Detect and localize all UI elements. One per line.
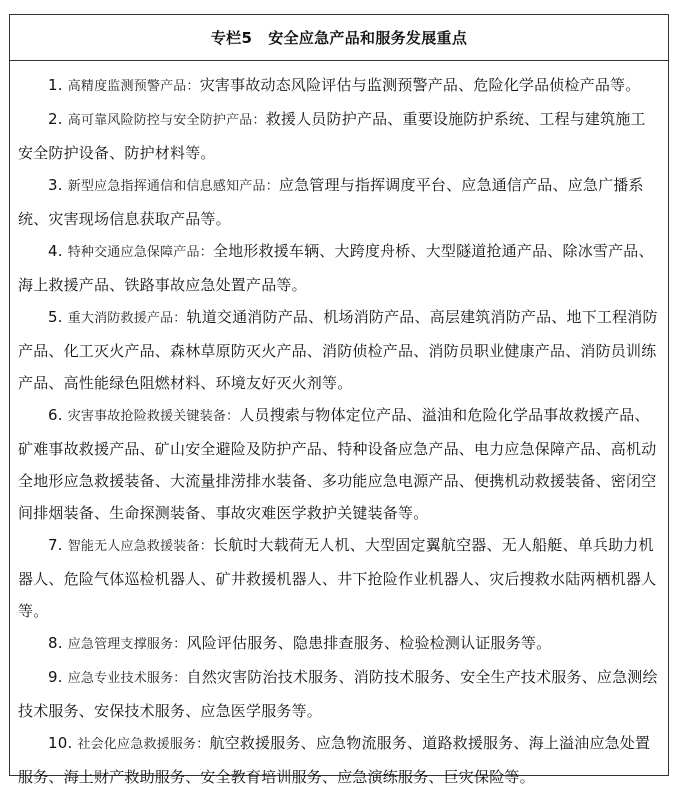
item-text: 救援人员防护产品、重要设施防护系统、工程与建筑施工安全防护设备、防护材料等。 — [18, 110, 646, 162]
item-keyword: 特种交通应急保障产品： — [67, 245, 213, 260]
item-text: 风险评估服务、隐患排查服务、检验检测认证服务等。 — [186, 634, 552, 652]
table-title: 安全应急产品和服务发展重点 — [268, 29, 468, 47]
item-keyword: 社会化应急救援服务： — [77, 737, 210, 752]
table-body — [10, 61, 668, 793]
item-keyword: 应急专业技术服务： — [67, 671, 187, 686]
item-text: 全地形救援车辆、大跨度舟桥、大型隧道抢通产品、除冰雪产品、海上救援产品、铁路事故应急处置产品等。 — [18, 242, 654, 294]
item-number: 3. — [48, 176, 63, 194]
item-text: 灾害事故动态风险评估与监测预警产品、危险化学品侦检产品等。 — [199, 76, 641, 94]
item-keyword: 高精度监测预警产品： — [67, 79, 200, 94]
item-number: 1. — [48, 76, 63, 94]
list-item — [18, 69, 660, 103]
item-text: 长航时大载荷无人机、大型固定翼航空器、无人船艇、单兵助力机器人、危险气体巡检机器人、矿井救援机器人、井下抢险作业机器人、灾后搜救水陆两栖机器人等。 — [18, 536, 657, 620]
item-keyword: 智能无人应急救援装备： — [67, 539, 213, 554]
list-item — [18, 103, 660, 169]
item-number: 5. — [48, 308, 63, 326]
list-item — [18, 529, 660, 627]
item-text: 人员搜索与物体定位产品、溢油和危险化学品事故救援产品、矿难事故救援产品、矿山安全避险及防护产品、特种设备应急产品、电力应急保障产品、高机动全地形应急救援装备、大流量排涝排水装备、多功能应急电源产品、便携机动救援装备、密闭空间排烟装备、生命探测装备、事故灾难医学救护关键装备等。 — [18, 406, 657, 522]
list-item — [18, 627, 660, 661]
item-keyword: 新型应急指挥通信和信息感知产品： — [67, 179, 279, 194]
table-header — [10, 15, 668, 61]
item-number: 10. — [48, 734, 73, 752]
item-number: 8. — [48, 634, 63, 652]
item-text: 航空救援服务、应急物流服务、道路救援服务、海上溢油应急处置服务、海上财产救助服务、安全教育培训服务、应急演练服务、巨灾保险等。 — [18, 734, 651, 786]
list-item — [18, 235, 660, 301]
item-text: 轨道交通消防产品、机场消防产品、高层建筑消防产品、地下工程消防产品、化工灭火产品、森林草原防灭火产品、消防侦检产品、消防员职业健康产品、消防员训练产品、高性能绿色阻燃材料、环境友好灭火剂等。 — [18, 308, 658, 392]
column-label: 专栏5 — [210, 29, 253, 47]
feature-table — [9, 14, 669, 786]
item-number: 2. — [48, 110, 63, 128]
list-item — [18, 727, 660, 793]
list-item — [18, 169, 660, 235]
item-keyword: 重大消防救援产品： — [67, 311, 187, 326]
list-item — [18, 399, 660, 529]
item-number: 7. — [48, 536, 63, 554]
item-text: 应急管理与指挥调度平台、应急通信产品、应急广播系统、灾害现场信息获取产品等。 — [18, 176, 644, 228]
item-number: 9. — [48, 668, 63, 686]
item-keyword: 应急管理支撑服务： — [67, 637, 187, 652]
item-text: 自然灾害防治技术服务、消防技术服务、安全生产技术服务、应急测绘技术服务、安保技术服务、应急医学服务等。 — [18, 668, 658, 720]
item-keyword: 灾害事故抢险救援关键装备： — [67, 409, 240, 424]
item-number: 4. — [48, 242, 63, 260]
item-number: 6. — [48, 406, 63, 424]
list-item — [18, 301, 660, 399]
list-item — [18, 661, 660, 727]
item-keyword: 高可靠风险防控与安全防护产品： — [67, 113, 266, 128]
